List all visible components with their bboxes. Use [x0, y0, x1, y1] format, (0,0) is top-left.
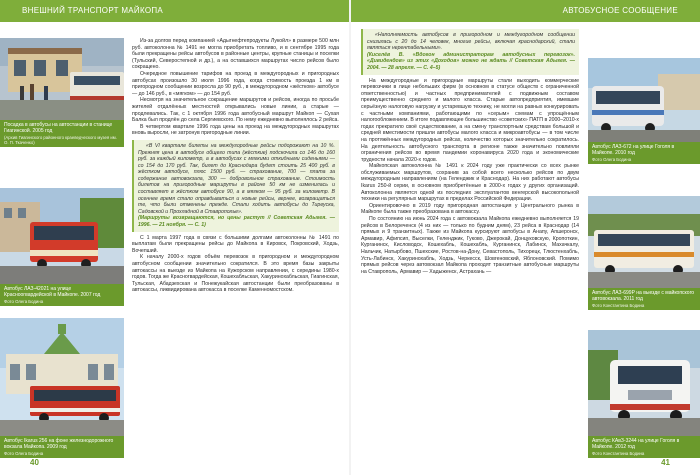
- photo-giaginskaya-station: [0, 38, 124, 120]
- caption-credit: Фото Константина Бодина: [592, 302, 645, 308]
- page-gutter: [349, 0, 351, 475]
- caption-credit: Фото Олега Бодина: [4, 298, 44, 304]
- paragraph: С 1 марта 1997 года в связи с большими долгами автоколонны № 1491 по выплатам были прекращены рейсы до Майкопа в Кировск, Покровский, Ходзь, Вочепший.: [132, 234, 339, 254]
- photo-ikarus-256: [0, 318, 124, 436]
- paragraph: Очередное повышение тарифов на проезд в междугородных и пригородных автобусах произошло 30 июля 1996 года, когда стоимость проезда 1 км в пригородном сообщении возросла до 90 руб., в междугородном «жёстком» автобусе — до 146 руб., в «мягком» — до 154 руб.: [132, 70, 339, 97]
- paragraph: Из-за долгов перед компанией «Адыгнефтепродукты Лукойл» в размере 500 млн руб. автоколонна № 1491 не могла приобретать топливо, и в сентябре 1995 года были прекращены рейсы автобусов в районные центры, крупные станицы и поселки (Тульский, Северостепной и др.), а на оставшихся маршрутах число рейсов было сокращено.: [132, 38, 339, 71]
- caption-title: Автобус ЛАЗ-699Р на выезде с майкопского автовокзала. 2011 год: [592, 290, 695, 303]
- caption-photo-1: [0, 120, 124, 147]
- caption-credit: Фото Константина Бодина: [592, 450, 645, 456]
- paragraph: Несмотря на значительное сокращение маршрутов и рейсов, иногда по просьбе жителей отдалённых местностей открывались новые линии, а старые — продлевались. Так, с 1 октября 1996 года автобусный маршрут Майкоп — Сухая Балка был продлён до села Сергиевского. По нему ежедневно выполнялось 2 рейса.: [132, 97, 339, 124]
- right-text-column: [361, 26, 579, 275]
- quote-text: «В VI квартале билеты на междугородные рейсы подорожают на 10 %. Прежняя цена в автобусе общего типа (жёсткие) подскочила со 146 до 160 руб. за каждый километр, а в автобусах с мягкими откидными сиденьями — со 154 до 170 руб. Так, билет до Краснодара будет стоить 25 400 руб. в жёстком автобусе, плюс 1500 руб. — страхование, 700 — плата за содержание автовокзала, 300 — добровольное страхование. Стоимость билетов на пригородные маршруты в районе 50 км не изменилась и составляет в жёстком автобусе 90, а в мягком — 95 руб. за километр. В осеннее время стало оправдываться и новые рейсы, вернее, возвращаться те, что были отменены прежде. Стали ходить автобусы до Тиреуска, Садовской и Прохладной в Ставрополье».: [138, 142, 335, 215]
- caption-photo-6: [588, 436, 700, 458]
- caption-title: Посадка в автобусы на автостанции в станице Гиагинской. 2005 год: [4, 122, 113, 135]
- quote-source: (Киселёв В. «Вдогон администраторам автобусных перевозок». «Дивидендов» из этих «Доходов» можно не ждать // Советская Адыгея. — 2004. — 28 апреля. — С. 4–5): [367, 51, 575, 71]
- left-running-header: ВНЕШНИЙ ТРАНСПОРТ МАЙКОПА: [0, 0, 349, 22]
- newspaper-quote-2004: [361, 29, 579, 75]
- photo-laz-699r: [588, 196, 700, 288]
- paragraph: В четвертом квартале 1996 года цены на проезд на междугородных маршрутах вновь выросли, не затронув пригородные линии.: [132, 123, 339, 137]
- caption-title: Автобус КАвЗ-3244 на улице Гоголя в Майкопе. 2012 год: [592, 438, 680, 451]
- photo-laz-672: [588, 58, 700, 142]
- newspaper-quote-1996: [132, 140, 339, 232]
- caption-photo-5: [588, 288, 700, 310]
- paragraph: По состоянию на июнь 2024 года с автовокзала Майкопа ежедневно выполняется 19 рейсов в Белореченск (4 из них — только по будним дням), 23 рейса в Краснодар (14 прямых и 9 транзитных). Также из Майкопа курсируют автобусы в Анапу, Апшеронск, Армавир, Афипсип, Выселки, Геленджик, Гуково, Джерокай, Донцуковскую, Кропоткин, Курганинск, Кисловодск, Кошехабль, Кошехабль, Курганинск, Лабинск, Махачкалу, Нальчик, Натырбово, Пшехские, Ростов-на-Дону, Севастополь, Тихорецк, Тлюстенхабль, Усть-Лабинск, Хакуринохабль, Ходзь, Черкесск, Шовгеновский, Яблоновский. Помимо прямых рейсов через автовокзал Майкопа проходят транзитные автобусные маршруты на Ставрополь, Армавир — Хадыженск, Астрахань —: [361, 216, 579, 275]
- caption-title: Автобус ЛАЗ-672 на улице Гоголя в Майкопе. 2010 год: [592, 144, 675, 157]
- quote-text: «Наполняемость автобусов в пригородном и междугородном сообщении снизилась с 20 до 14 человек, многие рейсы, включая краснодарский, стали являться нерентабельными».: [367, 32, 575, 52]
- left-text-column: [132, 38, 339, 294]
- paragraph: На междугородные и пригородные маршруты стали выходить коммерческие перевозчики в лице небольших фирм (в основном в статусе обществ с ограниченной ответственностью) и частных предпринимателей с подвижным составом преимущественно среднего и малого класса. Старые автопредприятия, имевшие серьёзную налоговую нагрузку и устаревшую технику, не могли на равных конкурировать с частными компаниями, работающими по «серым» схемам с упрощённым налогообложением. В итоге подавляющее большинство «советских» ПАТП в 2000–2010-х годах прекратило своё существование, а на смену транспортным средствам большой и средней вместимости пришли автобусы малого класса и микроавтобусы — в том числе на протяжённых междугородных рейсах, количество которых значительно сократилось. На деятельность автобусного транспорта в регионе также значительно повлияли ограничения рейсов во время пандемии коронавируса 2020 года и экономические трудности начала 2020-х годов.: [361, 77, 579, 163]
- caption-photo-3: [0, 436, 124, 458]
- paragraph: Ориентировочно в 2019 году пригородная автостанция у Центрального рынка в Майкопе была также преобразована в автокассу.: [361, 202, 579, 216]
- right-running-header: АВТОБУСНОЕ СООБЩЕНИЕ: [351, 0, 700, 22]
- caption-credit: Фото Олега Бодина: [4, 450, 44, 456]
- paragraph: Майкопская автоколонна № 1491 к 2024 году уже практически со всех рынке обслуживаемых маршрутов, сохранив за собой всего несколько рейсов по двум междугородным направлениям (на Геленджик и Краснодар). На них работают автобусы Ikarus 250-й серии, в основном приобретённые в 2000-х годах у других организаций. Автоколонна является одной из последних эксплуатантов венгерской высокопольной техники на регулярных маршрутах в пределах Российской Федерации.: [361, 163, 579, 203]
- caption-photo-2: [0, 284, 124, 306]
- paragraph: К началу 2000-х годов объём перевозок в пригородном и междугородном автобусном сообщении значительно сократился. В это время базы закрыты автокассы на выезде из Майкопа на Кужорском направлении, с середины 1980-х годов. Тогда же Красногвардейская, Кошехабльская, Хакуринохабльская, Гиагинская, Тульская, Абадзехская и Понежукайская автостанции были преобразованы в автокассы, ликвидирована автокасса в поселке Каменномостском.: [132, 254, 339, 294]
- photo-laz-42021: [0, 188, 124, 284]
- caption-photo-4: [588, 142, 700, 164]
- quote-source: (Маршруты возвращаются, но цены растут // Советская Адыгея. — 1996. — 21 ноября. — С. 1): [138, 215, 335, 229]
- caption-title: Автобус ЛАЗ-42021 на улице Красноогвардейской в Майкопе. 2007 год: [4, 286, 101, 299]
- caption-credit: (Архив Гиагинского районного краеведческого музея им. О. П. Ткаченко): [4, 134, 117, 145]
- photo-kavz-3244: [588, 330, 700, 436]
- caption-credit: Фото Олега Бодина: [592, 156, 632, 162]
- page-number-right: 41: [661, 458, 670, 467]
- caption-title: Автобус Ikarus 256 на фоне железнодорожного вокзала Майкопа. 2009 год: [4, 438, 114, 451]
- page-number-left: 40: [30, 458, 39, 467]
